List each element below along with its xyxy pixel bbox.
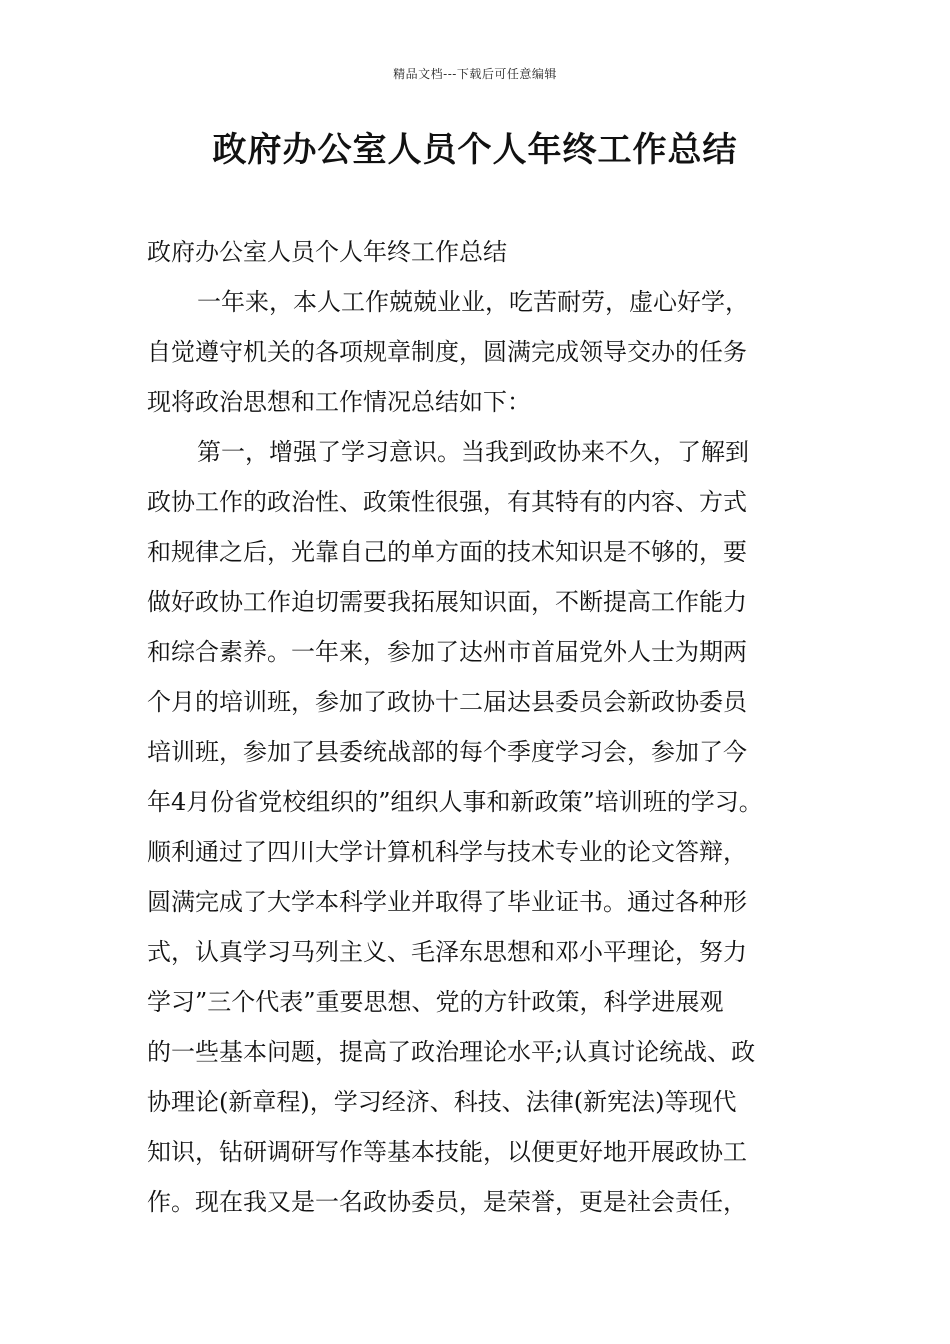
document-subtitle-line: 政府办公室人员个人年终工作总结 (147, 238, 507, 266)
body-text-line: 现将政治思想和工作情况总结如下： (147, 388, 531, 416)
body-text-line: 知识，钻研调研写作等基本技能，以便更好地开展政协工 (147, 1138, 747, 1166)
body-text-line: 年4月份省党校组织的”组织人事和新政策”培训班的学习。 (147, 788, 763, 816)
body-text-line: 培训班，参加了县委统战部的每个季度学习会，参加了今 (147, 738, 747, 766)
body-text-line: 第一，增强了学习意识。当我到政协来不久，了解到 (197, 438, 749, 466)
body-text-line: 协理论(新章程)，学习经济、科技、法律(新宪法)等现代 (147, 1088, 737, 1116)
body-text-line: 圆满完成了大学本科学业并取得了毕业证书。通过各种形 (147, 888, 747, 916)
body-text-line: 的一些基本问题，提高了政治理论水平;认真讨论统战、政 (147, 1038, 756, 1066)
document-title: 政府办公室人员个人年终工作总结 (212, 130, 738, 170)
body-text-line: 自觉遵守机关的各项规章制度，圆满完成领导交办的任务 (147, 338, 747, 366)
body-text-line: 做好政协工作迫切需要我拓展知识面，不断提高工作能力 (147, 588, 747, 616)
body-text-line: 个月的培训班，参加了政协十二届达县委员会新政协委员 (147, 688, 747, 716)
body-text-line: 式，认真学习马列主义、毛泽东思想和邓小平理论，努力 (147, 938, 747, 966)
body-text-line: 顺利通过了四川大学计算机科学与技术专业的论文答辩， (147, 838, 747, 866)
body-text-line: 一年来，本人工作兢兢业业，吃苦耐劳，虚心好学， (197, 288, 749, 316)
body-text-line: 作。现在我又是一名政协委员，是荣誉，更是社会责任， (147, 1188, 747, 1216)
body-text-line: 和规律之后，光靠自己的单方面的技术知识是不够的，要 (147, 538, 747, 566)
running-header: 精品文档---下载后可任意编辑 (393, 67, 557, 81)
body-text-line: 学习”三个代表”重要思想、党的方针政策，科学进展观 (147, 988, 724, 1016)
body-text-line: 政协工作的政治性、政策性很强，有其特有的内容、方式 (147, 488, 747, 516)
document-body (147, 227, 817, 1227)
body-text-line: 和综合素养。一年来，参加了达州市首届党外人士为期两 (147, 638, 747, 666)
